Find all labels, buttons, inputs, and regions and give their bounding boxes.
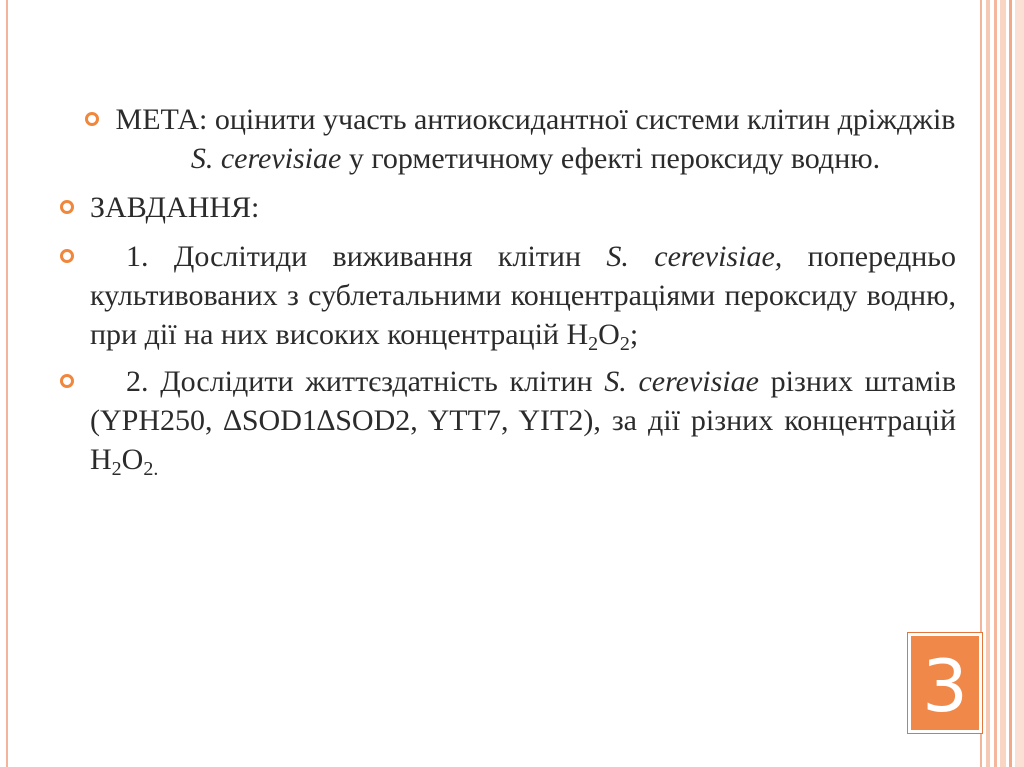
circle-bullet-icon [60, 200, 74, 214]
task1-formula-sub2: 2 [619, 333, 630, 355]
task2-formula-o: O [121, 443, 144, 476]
task1-formula-h: H [566, 318, 589, 351]
task2-formula-h: H [90, 443, 112, 476]
task2-bullet [60, 362, 956, 479]
stripe [994, 0, 997, 767]
stripe [986, 0, 990, 767]
goal-species: S. cerevisiae [190, 142, 342, 175]
goal-text-before: : оцінити участь антиоксидантної системи клітин дріжджів [199, 103, 956, 136]
circle-bullet-icon [60, 249, 74, 263]
decorative-stripes [986, 0, 1024, 767]
task1-species: S. cerevisiae, [606, 240, 783, 273]
task2-text-before: 2. Дослідити життєздатність клітин [126, 365, 605, 398]
task1-end: ; [629, 318, 639, 351]
task2-formula-sub2: 2. [143, 458, 159, 480]
task1-text-after: попередньо культивованих з сублетальними концентраціями пероксиду водню, при дії на них високих концентрацій [90, 240, 956, 351]
goal-text-after: у горметичному ефекті пероксиду водню. [341, 142, 881, 175]
stripe [1015, 0, 1024, 767]
task1-formula-sub1: 2 [588, 333, 599, 355]
tasks-heading: ЗАВДАННЯ: [90, 191, 260, 224]
circle-bullet-icon [85, 112, 99, 126]
goal-label: МЕТА [115, 103, 200, 136]
page-number-badge: 3 [908, 633, 982, 733]
slide-content [60, 100, 956, 487]
task1-formula-o: O [598, 318, 620, 351]
task2-text-after: різних штамів (YPH250, ∆SOD1∆SOD2, YTT7, YIT2), за дії різних концентрацій [90, 365, 957, 437]
task2-formula-sub1: 2 [111, 458, 122, 480]
task1-bullet [60, 237, 956, 354]
task1-text-before: 1. Дослітиди виживання клітин [126, 240, 607, 273]
stripe [1000, 0, 1006, 767]
circle-bullet-icon [60, 374, 74, 388]
goal-bullet [60, 100, 956, 178]
tasks-heading-bullet [60, 188, 956, 227]
task2-species: S. cerevisiae [604, 365, 759, 398]
stripe [1009, 0, 1012, 767]
